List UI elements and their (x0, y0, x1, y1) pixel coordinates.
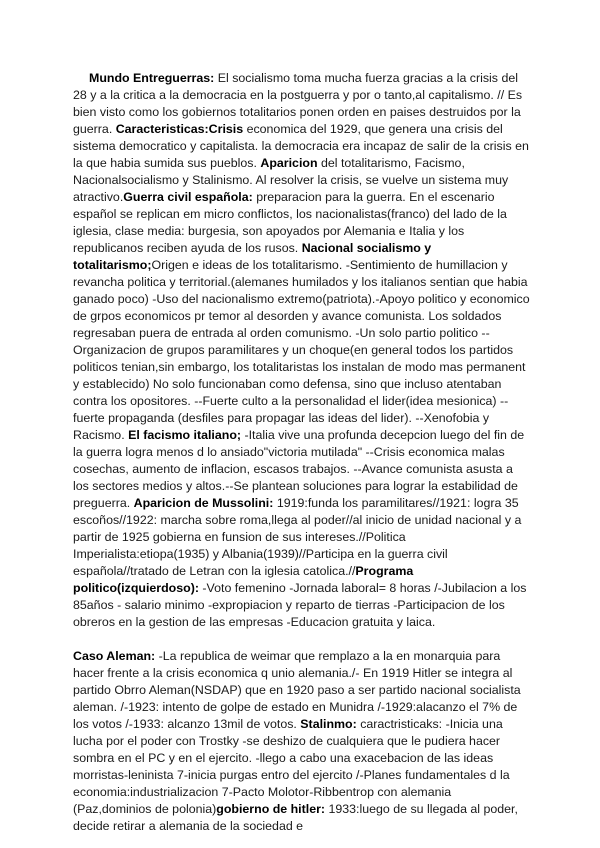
text-run: -Italia vive una profunda decepcion luego del fin de la guerra logra menos d lo ansiado"victoria mutilada" --Crisis economica malas cosechas, aumento de inflacion, escasos trabajos. --Avance comunista asusta a los sectores medios y altos.--Se plantean soluciones para lograr la estabilidad de preguerra. (73, 428, 525, 510)
paragraph-mundo-entreguerras (73, 70, 530, 631)
bold-heading: Aparicion de Mussolini: (133, 496, 274, 510)
text-run: Origen e ideas de los totalitarismo. -Sentimiento de humillacion y revancha politica y territorial.(alemanes humilados y los italianos sentian que habia ganado poco) -Uso del nacionalismo extremo(patriota).-Apoyo politico y economico de grpos economicos pr temor al desorden y avance comunista. Los soldados regresaban puera de entrada al orden comunismo. -Un solo partio politico --Organizacion de grupos paramilitares y un choque(en general todos los partidos politicos tenian,sin embargo, los totalitaristas los instalan de modo mas permanent y establecido) No solo funcionaban como defensa, sino que incluso atentaban contra los opositores. --Fuerte culto a la personalidad el lider(idea mesionica) --fuerte propaganda (desfiles para propagar las ideas del lider). --Xenofobia y Racismo. (73, 258, 530, 442)
text-run: caractristicaks: -Inicia una lucha por el poder con Trostky -se deshizo de cualquiera que le pudiera hacer sombra en el PC y en el ejercito. -llego a cabo una exacebacion de las ideas morristas-leninista 7-inicia purgas entro del ejercito /-Planes fundamentales d la economia:industrializacion 7-Pacto Molotor-Ribbentrop con alemania (Paz,dominios de polonia) (73, 717, 510, 816)
bold-heading: Caso Aleman: (73, 649, 156, 663)
bold-heading: Nacional socialismo y totalitarismo; (73, 241, 432, 272)
paragraph-spacer (73, 631, 530, 648)
text-run: -La republica de weimar que remplazo a la en monarquia para hacer frente a la crisis economica q unio alemania./- En 1919 Hitler se integra al partido Obrro Aleman(NSDAP) que en 1920 paso a ser partido nacional socialista aleman. /-1923: intento de golpe de estado en Munidra /-1929:alacanzo el 7% de los votos /-1933: alcanzo 13mil de votos. (73, 649, 521, 731)
bold-heading: El facismo italiano; (128, 428, 242, 442)
paragraph-caso-aleman (73, 648, 530, 835)
text-run: economica del 1929, que genera una crisis del sistema democratico y capitalista. la democracia era incapaz de salir de la crisis en la que habia sumida sus pueblos. (73, 122, 529, 170)
bold-heading: Stalinmo: (300, 717, 357, 731)
bold-heading: gobierno de hitler: (216, 802, 326, 816)
bold-heading: Aparicion (260, 156, 318, 170)
text-run: 1919:funda los paramilitares//1921: logra 35 escoños//1922: marcha sobre roma,llega al poder//al inicio de unidad nacional y a partir de 1925 gobierna en funsion de sus intereses.//Politica Imperialista:etiopa(1935) y Albania(1939)//Participa en la guerra civil española//tratado de Letran con la iglesia catolica.// (73, 496, 522, 578)
text-run: preparacion para la guerra. En el escenario español se replican em micro conflictos, los nacionalistas(franco) del lado de la iglesia, clase media: burgesia, son apoyados por Alemania e Italia y los republicanos reciben ayuda de los rusos. (73, 190, 507, 255)
bold-heading: Mundo Entreguerras: (89, 71, 215, 85)
text-run: del totalitarismo, Facismo, Nacionalsocialismo y Stalinismo. Al resolver la crisis, se vuelve un sistema muy atractivo. (73, 156, 509, 204)
bold-heading: Guerra civil española: (123, 190, 253, 204)
bold-heading: Caracteristicas:Crisis (115, 122, 244, 136)
text-run: 1933:luego de su llegada al poder, decide retirar a alemania de la sociedad e (73, 802, 518, 833)
text-run: -Voto femenino -Jornada laboral= 8 horas /-Jubilacion a los 85años - salario minimo -expropiacion y reparto de tierras -Participacion de los obreros en la gestion de las empresas -Educacion gratuita y laica. (73, 581, 527, 629)
text-run: El socialismo toma mucha fuerza gracias a la crisis del 28 y a la critica a la democracia en la postguerra y por o tanto,al capitalismo. // Es bien visto como los gobiernos totalitarios ponen orden en paises destruidos por la guerra. (73, 71, 523, 136)
bold-heading: Programa politico(izquierdoso): (73, 564, 414, 595)
